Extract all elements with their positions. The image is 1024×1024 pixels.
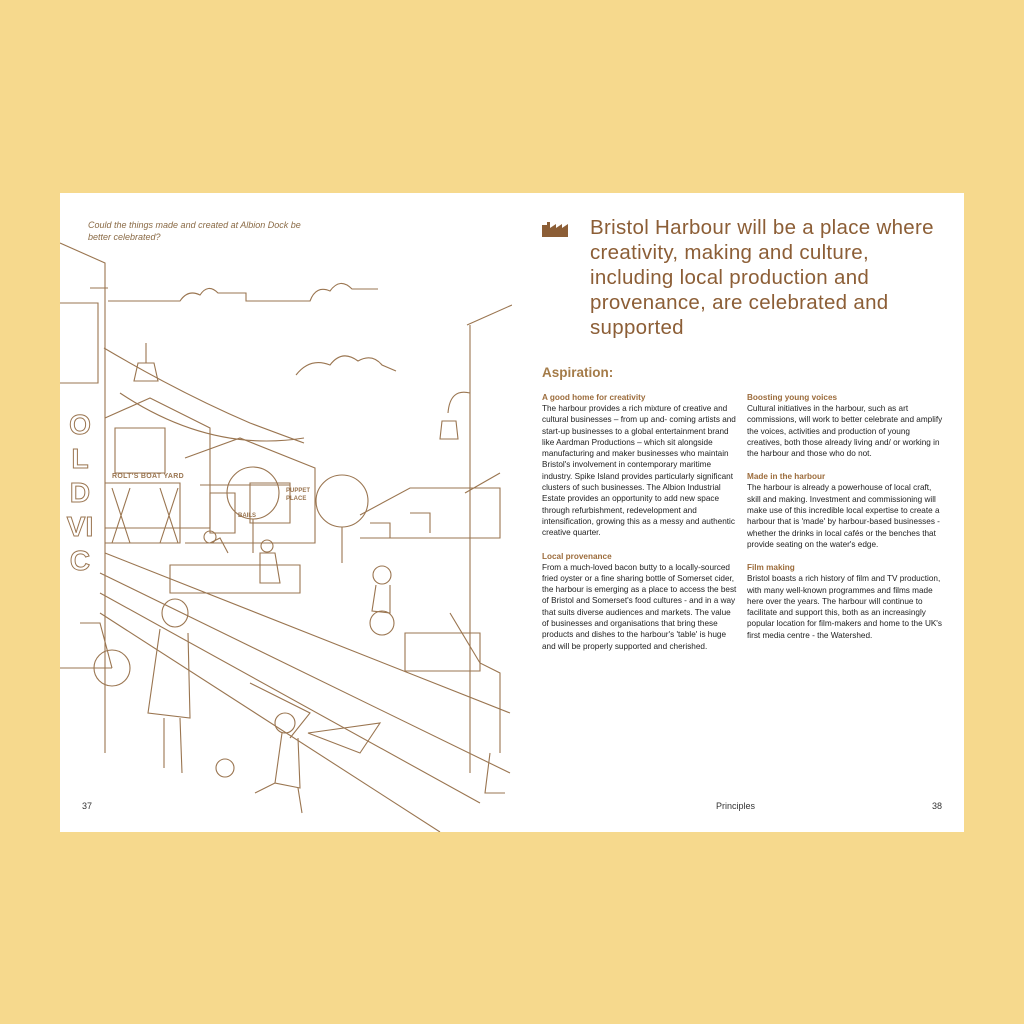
page-number-right: 38 bbox=[931, 801, 942, 811]
section-title: A good home for creativity bbox=[542, 393, 646, 402]
section-title: Made in the harbour bbox=[747, 472, 826, 482]
section-title: Local provenance bbox=[542, 551, 612, 561]
boat-yard-sign: ROLT'S BOAT YARD bbox=[112, 473, 184, 480]
section-body: The harbour is already a powerhouse of local craft, skill and making. Investment and commissioning will make use of this incredible local expertise to create a harbour that is 'made' by harbour-based businesses - whether the drinks in local cafés or the benches that provide seating on the water's edge. bbox=[747, 483, 940, 549]
section-title: Film making bbox=[747, 563, 795, 573]
book-spread bbox=[60, 193, 964, 832]
page-heading: Bristol Harbour will be a place where creativity, making and culture, including local production and provenance, are celebrated and supported bbox=[590, 216, 934, 339]
puppet-place-sign: PUPPET PLACE bbox=[286, 488, 311, 502]
harbour-illustration bbox=[60, 193, 512, 832]
illustration-caption: Could the things made and created at Albion Dock be better celebrated? bbox=[88, 220, 301, 242]
section-film-making bbox=[747, 562, 943, 641]
section-body: From a much-loved bacon butty to a locally-sourced fried oyster or a fine sharing bottle of Somerset cider, the harbour is emerging as a place to access the best of Bristol and Somerset's food cultures - and in a way that suits diverse audiences and markets. The value of businesses and organisations that bring these products and dishes to the harbour's 'table' is huge and will be properly supported and cherished. bbox=[542, 562, 737, 651]
section-made-in-harbour bbox=[747, 471, 943, 550]
aspiration-label: Aspiration: bbox=[542, 365, 614, 380]
section-young-voices bbox=[747, 392, 943, 459]
section-body: Bristol boasts a rich history of film and TV production, with many well-known programmes and films made here over the years. The harbour will continue to facilitate and support this, both as an increasingly popular location for film-makers and home to the UK's first media centre - the Watershed. bbox=[747, 574, 942, 640]
left-page bbox=[60, 193, 512, 832]
section-local-provenance bbox=[542, 551, 738, 652]
right-page bbox=[512, 193, 964, 832]
text-column-left bbox=[542, 392, 738, 664]
section-title: Boosting young voices bbox=[747, 393, 838, 402]
bails-sign: BAILS bbox=[238, 513, 256, 519]
footer-section-label: Principles bbox=[716, 801, 756, 811]
page-number-left: 37 bbox=[82, 801, 93, 811]
old-vic-sign: OLD VIC bbox=[66, 409, 94, 576]
section-body: Cultural initiatives in the harbour, such as art commissions, will work to better celebrate and amplify the voices, activities and production of young creatives, both those already living and/ or working in the harbour and those who do not. bbox=[747, 404, 943, 459]
section-good-home bbox=[542, 392, 738, 539]
text-column-right bbox=[747, 392, 943, 653]
section-body: The harbour provides a rich mixture of creative and cultural businesses – from up and- coming artists and start-up businesses to a global entertainment brand like Aardman Productions – which sit alongside manufacturing and maker businesses who maintain Bristol's involvement in contemporary maritime industry. Spike Island provides particularly significant clusters of such businesses. The Albion Industrial Estate provides an opportunity to add new space through refurbishment, redevelopment and intensification, growing this as a messy and authentic creative quarter. bbox=[542, 404, 736, 538]
factory-icon bbox=[542, 222, 572, 237]
